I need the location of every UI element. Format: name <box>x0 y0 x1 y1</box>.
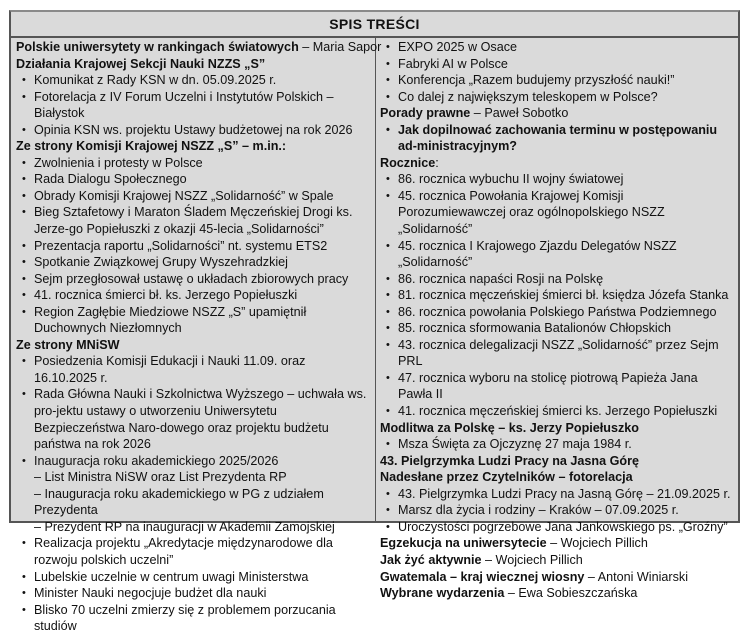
toc-item[interactable]: • 85. rocznica sformowania Batalionów Chłopskich <box>380 320 734 337</box>
toc-section-heading[interactable]: Wybrane wydarzenia – Ewa Sobieszczańska <box>380 586 638 601</box>
section-author: Wojciech Pillich <box>495 552 583 567</box>
section-item-list <box>16 155 371 337</box>
toc-section-heading[interactable] <box>16 56 371 73</box>
toc-item[interactable]: • Realizacja projektu „Akredytacje międzynarodowe dla rozwoju polskich uczelni” <box>16 535 371 568</box>
toc-item[interactable]: • Spotkanie Związkowej Grupy Wyszehradzkiej <box>16 254 371 271</box>
toc-subitem[interactable]: – List Ministra NiSW oraz List Prezydenta RP <box>34 470 287 485</box>
toc-item[interactable]: • 86. rocznica wybuchu II wojny światowej <box>380 171 734 188</box>
toc-item[interactable]: • Jak dopilnować zachowania terminu w postępowaniu ad-ministracyjnym? <box>380 122 734 155</box>
toc-section-heading[interactable] <box>16 138 371 155</box>
toc-item[interactable]: • Inauguracja roku akademickiego 2025/2026 <box>16 453 371 470</box>
toc-item[interactable]: • 41. rocznica męczeńskiej śmierci ks. Jerzego Popiełuszki <box>380 403 734 420</box>
toc-section-heading[interactable]: Polskie uniwersytety w rankingach światowych – Maria Sapor <box>16 40 382 54</box>
toc-item[interactable]: • 86. rocznica napaści Rosji na Polskę <box>380 271 734 288</box>
section-title[interactable]: Porady prawne <box>380 106 471 121</box>
section-title[interactable]: Działania Krajowej Sekcji Nauki NZZS „S” <box>16 56 266 71</box>
toc-subitem[interactable]: – Inauguracja roku akademickiego w PG z udziałem Prezydenta <box>34 486 324 518</box>
section-item-list <box>16 353 371 634</box>
toc-item[interactable]: • Fotorelacja z IV Forum Uczelni i Instytutów Polskich – Białystok <box>16 89 371 122</box>
section-title[interactable]: Polskie uniwersytety w rankingach światowych <box>16 40 299 54</box>
section-title[interactable]: Gwatemala – kraj wiecznej wiosny <box>380 569 585 584</box>
toc-item[interactable]: • 45. rocznica Powołania Krajowej Komisji Porozumiewawczej oraz ogólnopolskiego NSZZ „Solidarność” <box>380 188 734 238</box>
section-author: Wojciech Pillich <box>560 536 648 551</box>
toc-item[interactable]: • 43. rocznica delegalizacji NSZZ „Solidarność” przez Sejm PRL <box>380 337 734 370</box>
toc-item[interactable]: • 41. rocznica śmierci bł. ks. Jerzego Popiełuszki <box>16 287 371 304</box>
toc-section-heading[interactable] <box>380 420 734 437</box>
toc-item[interactable]: • Rada Główna Nauki i Szkolnictwa Wyższego – uchwała ws. pro-jektu ustawy o utworzeniu Uniwersytetu Bezpieczeństwa Naro-dowego oraz projektu budżetu państwa na rok 2026 <box>16 386 371 452</box>
toc-right-column <box>376 38 738 601</box>
section-author: Ewa Sobieszczańska <box>518 586 638 601</box>
toc-item[interactable]: • 43. Pielgrzymka Ludzi Pracy na Jasną Górę – 21.09.2025 r. <box>380 486 734 503</box>
section-title[interactable]: Modlitwa za Polskę – ks. Jerzy Popiełuszko <box>380 420 639 435</box>
section-item-list <box>380 171 734 419</box>
toc-section-heading[interactable] <box>380 155 734 172</box>
toc-item[interactable]: • 86. rocznica powołania Polskiego Państwa Podziemnego <box>380 304 734 321</box>
toc-item[interactable]: • Rada Dialogu Społecznego <box>16 171 371 188</box>
section-title[interactable]: Rocznice <box>380 155 436 170</box>
toc-item[interactable]: • Obrady Komisji Krajowej NSZZ „Solidarność” w Spale <box>16 188 371 205</box>
section-author: Maria Sapor <box>312 40 382 54</box>
table-of-contents <box>9 10 740 634</box>
toc-item[interactable]: • 45. rocznica I Krajowego Zjazdu Delegatów NSZZ „Solidarność” <box>380 238 734 271</box>
toc-item[interactable]: • Opinia KSN ws. projektu Ustawy budżetowej na rok 2026 <box>16 122 371 139</box>
toc-section-heading[interactable]: Porady prawne – Paweł Sobotko <box>380 106 569 121</box>
toc-section-heading[interactable]: Gwatemala – kraj wiecznej wiosny – Antoni Winiarski <box>380 569 688 584</box>
section-item-list <box>380 122 734 155</box>
section-item-list <box>380 436 734 453</box>
section-title[interactable]: Nadesłane przez Czytelników – fotorelacja <box>380 470 633 485</box>
toc-item[interactable]: • Prezentacja raportu „Solidarności” nt. systemu ETS2 <box>16 238 371 255</box>
toc-item[interactable]: • EXPO 2025 w Osace <box>380 39 734 56</box>
toc-subitem[interactable]: – Prezydent RP na inauguracji w Akademii Zamojskiej <box>34 519 335 534</box>
toc-item[interactable]: • Marsz dla życia i rodziny – Kraków – 07.09.2025 r. <box>380 502 734 519</box>
section-item-list <box>16 72 371 138</box>
toc-title: SPIS TREŚCI <box>11 12 738 38</box>
section-title[interactable]: Ze strony Komisji Krajowej NSZZ „S” – m.in.: <box>16 139 287 154</box>
toc-item[interactable]: • Co dalej z największym teleskopem w Polsce? <box>380 89 734 106</box>
section-author: Antoni Winiarski <box>597 569 688 584</box>
toc-item[interactable]: • Blisko 70 uczelni zmierzy się z problemem porzucania studiów <box>16 602 371 635</box>
toc-item[interactable]: • Uroczystości pogrzebowe Jana Jankowskiego ps. „Groźny” <box>380 519 734 536</box>
section-title[interactable]: Jak żyć aktywnie <box>380 552 482 567</box>
toc-item[interactable]: • Zwolnienia i protesty w Polsce <box>16 155 371 172</box>
toc-item[interactable]: • Bieg Sztafetowy i Maraton Śladem Męczeńskiej Drogi ks. Jerze-go Popiełuszki z okazji 45-lecia „Solidarności” <box>16 204 371 237</box>
toc-section-heading[interactable] <box>380 453 734 470</box>
toc-item[interactable]: • Lubelskie uczelnie w centrum uwagi Ministerstwa <box>16 569 371 586</box>
toc-item[interactable]: • 81. rocznica męczeńskiej śmierci bł. księdza Józefa Stanka <box>380 287 734 304</box>
section-item-list <box>380 39 734 105</box>
toc-item[interactable]: • Posiedzenia Komisji Edukacji i Nauki 11.09. oraz 16.10.2025 r. <box>16 353 371 386</box>
section-author: Paweł Sobotko <box>484 106 569 121</box>
toc-item[interactable]: • Msza Święta za Ojczyznę 27 maja 1984 r. <box>380 436 734 453</box>
section-title[interactable]: Ze strony MNiSW <box>16 337 120 352</box>
section-title[interactable]: Wybrane wydarzenia <box>380 586 505 601</box>
toc-section-heading[interactable]: Jak żyć aktywnie – Wojciech Pillich <box>380 552 583 567</box>
toc-item[interactable]: • Region Zagłębie Miedziowe NSZZ „S” upamiętnił Duchownych Niezłomnych <box>16 304 371 337</box>
toc-item[interactable]: • Konferencja „Razem budujemy przyszłość nauki!” <box>380 72 734 89</box>
section-item-list <box>380 486 734 536</box>
toc-section-heading[interactable]: Egzekucja na uniwersytecie – Wojciech Pillich <box>380 536 648 551</box>
section-title[interactable]: Egzekucja na uniwersytecie <box>380 536 547 551</box>
toc-item[interactable]: • 47. rocznica wyboru na stolicę piotrową Papieża Jana Pawła II <box>380 370 734 403</box>
toc-left-column <box>11 38 382 634</box>
toc-item[interactable]: • Minister Nauki negocjuje budżet dla nauki <box>16 585 371 602</box>
toc-item[interactable]: • Fabryki AI w Polsce <box>380 56 734 73</box>
toc-section-heading[interactable] <box>16 337 371 354</box>
section-title[interactable]: 43. Pielgrzymka Ludzi Pracy na Jasna Górę <box>380 453 639 468</box>
toc-item[interactable]: • Komunikat z Rady KSN w dn. 05.09.2025 r. <box>16 72 371 89</box>
toc-item[interactable]: • Sejm przegłosował ustawę o układach zbiorowych pracy <box>16 271 371 288</box>
toc-section-heading[interactable] <box>380 469 734 486</box>
section-title-suffix: : <box>435 155 439 170</box>
